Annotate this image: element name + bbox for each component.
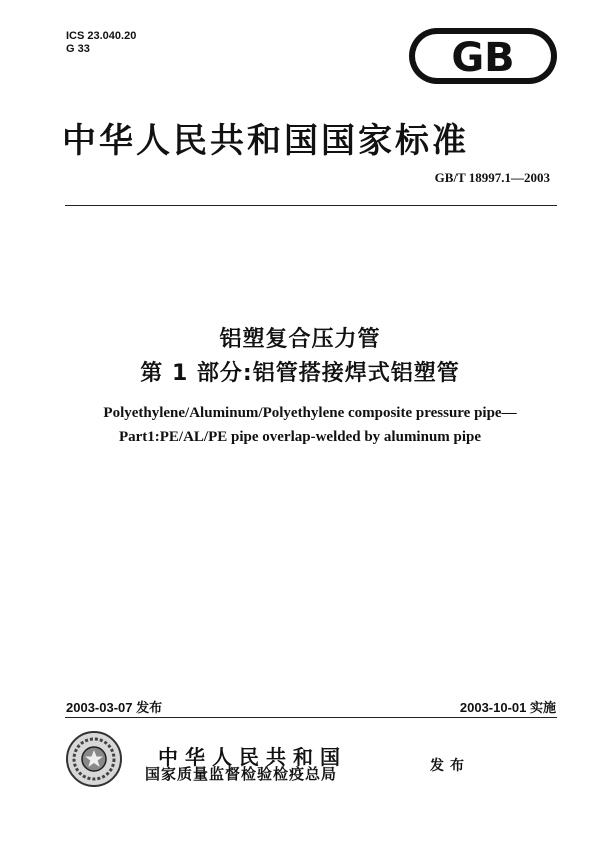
english-title-line-1: Polyethylene/Aluminum/Polyethylene composite pressure pipe— <box>103 405 517 421</box>
gb-logo <box>408 27 558 85</box>
chinese-title-line-1: 铝塑复合压力管 <box>219 327 381 352</box>
publish-label: 发布 <box>430 758 470 774</box>
class-code: G 33 <box>66 43 90 55</box>
top-divider <box>65 205 557 206</box>
emblem-icon <box>65 730 123 788</box>
issue-date: 2003-03-07 发布 <box>66 700 163 715</box>
english-title-line-2: Part1:PE/AL/PE pipe overlap-welded by aluminum pipe <box>118 429 482 445</box>
chinese-title-line-2: 第 1 部分:铝管搭接焊式铝塑管 <box>140 361 460 386</box>
issuer-agency: 国家质量监督检验检疫总局 <box>145 765 338 783</box>
gb-logo-icon <box>408 27 558 85</box>
issuer-country: 中华人民共和国 <box>158 745 347 769</box>
classification-codes <box>66 30 136 56</box>
national-standard-title: 中华人民共和国国家标准 <box>62 121 469 161</box>
national-emblem-seal <box>65 730 123 788</box>
bottom-divider <box>65 717 557 718</box>
logo-text: GB <box>451 35 515 81</box>
standard-number: GB/T 18997.1—2003 <box>434 170 550 185</box>
implementation-date: 2003-10-01 实施 <box>459 700 556 715</box>
ics-code: ICS 23.040.20 <box>66 30 137 42</box>
